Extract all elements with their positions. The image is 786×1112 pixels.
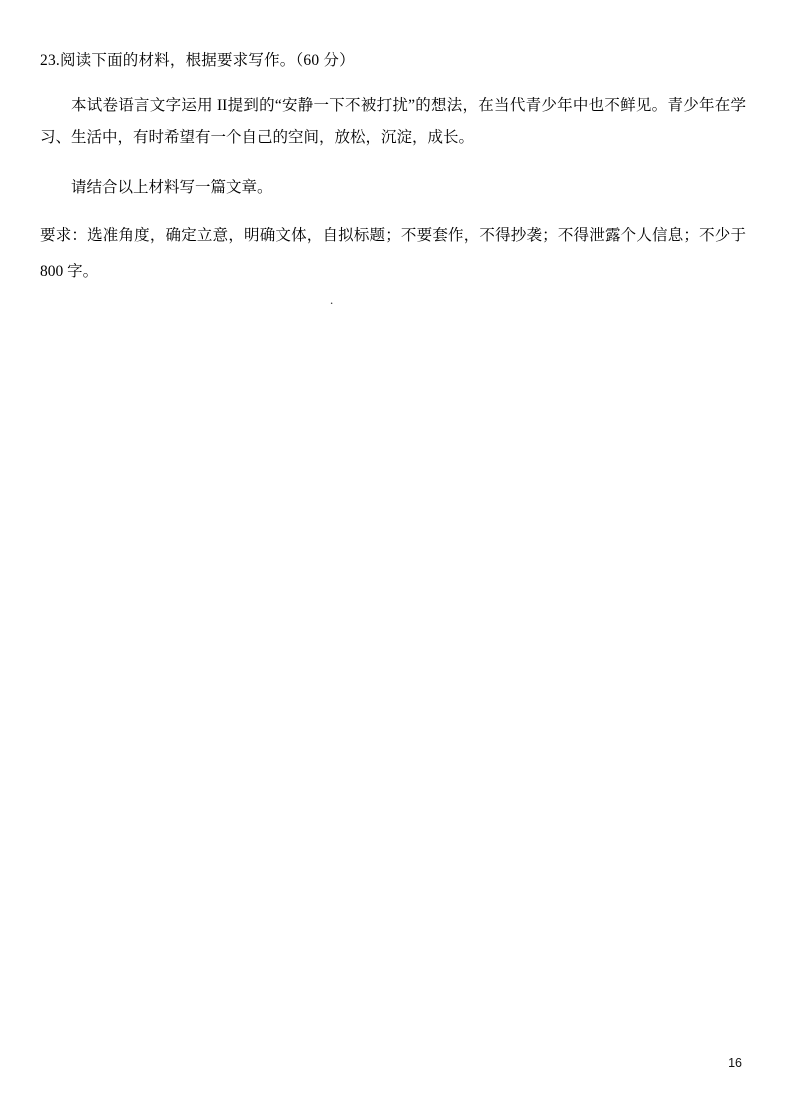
- material-paragraph: 本试卷语言文字运用 II提到的“安静一下不被打扰”的想法，在当代青少年中也不鲜见。青少年在学习、生活中，有时希望有一个自己的空间，放松，沉淀，成长。: [40, 97, 746, 146]
- stray-punctuation-mark: .: [330, 292, 334, 307]
- instruction-paragraph: 请结合以上材料写一篇文章。: [71, 179, 273, 196]
- page-number: 16: [728, 1056, 742, 1070]
- requirements-paragraph: 要求：选准角度，确定立意，明确文体，自拟标题；不要套作，不得抄袭；不得泄露个人信息；不少于 800 字。: [40, 227, 746, 280]
- question-heading: 23.阅读下面的材料，根据要求写作。（60 分）: [40, 52, 355, 69]
- document-body: [40, 50, 746, 290]
